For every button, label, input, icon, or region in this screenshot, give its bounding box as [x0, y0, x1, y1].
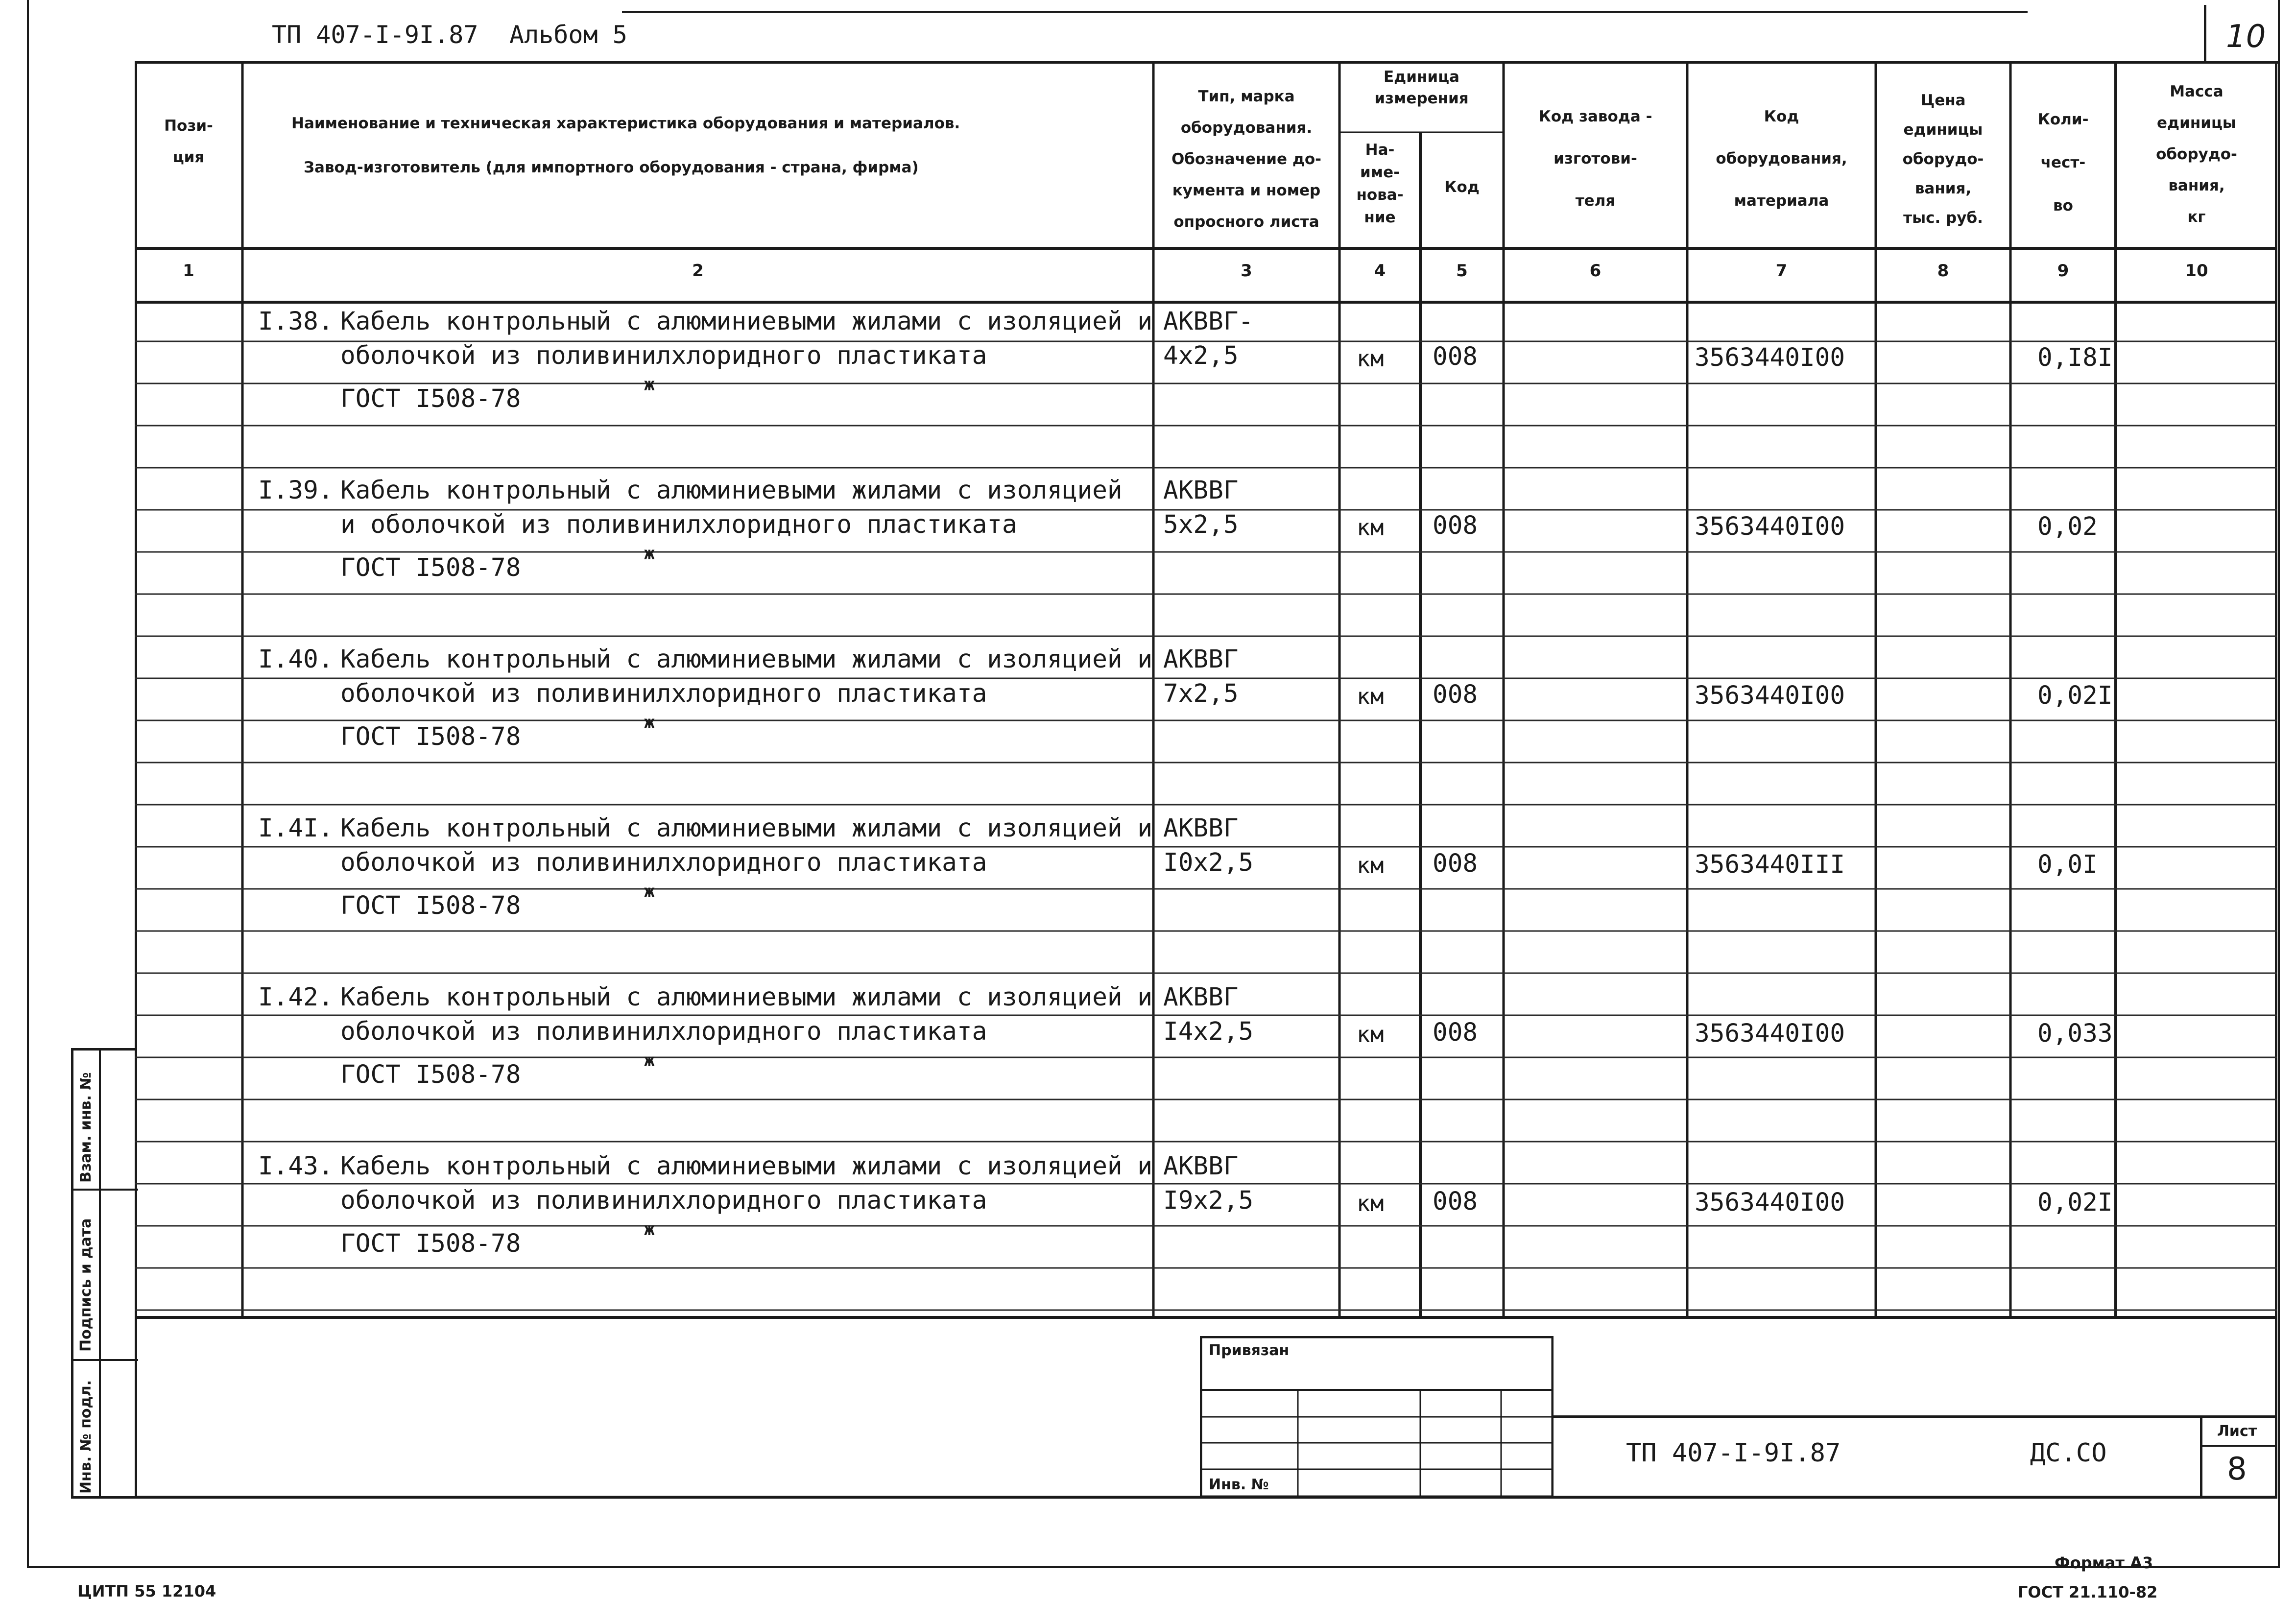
- item-gost: ГОСТ I508-78: [340, 722, 521, 751]
- header-equip-code: Код оборудования, материала: [1716, 108, 1847, 210]
- colnum-7: 7: [1775, 261, 1788, 281]
- item-type-line2: I4х2,5: [1163, 1017, 1254, 1046]
- item-equip-code: 3563440I00: [1695, 512, 1845, 541]
- header-factory-code: Код завода - изготови- теля: [1538, 108, 1652, 210]
- item-equip-code: 3563440I00: [1695, 1188, 1845, 1217]
- item-position: I.42.: [258, 983, 334, 1012]
- item-gost-mark: ж: [644, 882, 655, 902]
- item-unit: км: [1357, 683, 1384, 710]
- colnum-2: 2: [692, 261, 704, 281]
- item-equip-code: 3563440III: [1695, 850, 1845, 879]
- item-quantity: 0,0I: [2037, 850, 2098, 879]
- item-type-line2: 7х2,5: [1163, 679, 1239, 708]
- item-type-line1: АКВВГ: [1163, 1152, 1239, 1181]
- footer-format: Формат А3: [2055, 1553, 2153, 1572]
- item-name-line2: оболочкой из поливинилхлоридного пластиката: [340, 848, 987, 877]
- item-unit: км: [1357, 1190, 1384, 1217]
- item-unit: км: [1357, 345, 1384, 372]
- frame-bottom-border: [27, 1566, 2280, 1568]
- item-name-line1: Кабель контрольный с алюминиевыми жилами с изоляцией и: [340, 307, 1153, 336]
- side-divider-2: [73, 1359, 138, 1361]
- title-doc-mark: ДС.СО: [2030, 1438, 2107, 1468]
- item-unit-code: 008: [1433, 1018, 1478, 1047]
- item-type-line2: 5х2,5: [1163, 510, 1239, 539]
- item-name-line2: и оболочкой из поливинилхлоридного пластиката: [340, 510, 1017, 539]
- footer-left: ЦИТП 55 12104: [77, 1582, 216, 1600]
- item-equip-code: 3563440I00: [1695, 1019, 1845, 1048]
- item-position: I.40.: [258, 645, 334, 674]
- colnum-10: 10: [2185, 261, 2208, 281]
- doc-code-top: ТП 407-I-9I.87: [272, 21, 478, 49]
- item-gost-mark: ж: [644, 544, 655, 564]
- item-quantity: 0,02: [2037, 512, 2098, 541]
- item-type-line2: 4х2,5: [1163, 341, 1239, 370]
- item-equip-code: 3563440I00: [1695, 681, 1845, 710]
- side-divider-1: [73, 1189, 138, 1191]
- item-quantity: 0,02I: [2037, 1188, 2113, 1217]
- privyazan-block: [1200, 1336, 1554, 1498]
- colnum-5: 5: [1456, 261, 1468, 281]
- item-position: I.38.: [258, 307, 334, 336]
- item-quantity: 0,02I: [2037, 681, 2113, 710]
- item-unit-code: 008: [1433, 680, 1478, 709]
- header-name-line1: Наименование и техническая характеристика оборудования и материалов.: [291, 115, 960, 132]
- item-gost-mark: ж: [644, 1051, 655, 1071]
- item-gost-mark: ж: [644, 1219, 655, 1240]
- colnum-6: 6: [1589, 261, 1602, 281]
- header-type: Тип, марка оборудования. Обозначение до- кумента и номер опросного листа: [1171, 88, 1322, 231]
- colnum-3: 3: [1241, 261, 1252, 281]
- item-unit-code: 008: [1433, 1187, 1478, 1216]
- item-name-line2: оболочкой из поливинилхлоридного пластиката: [340, 679, 987, 708]
- item-unit-code: 008: [1433, 511, 1478, 540]
- item-name-line1: Кабель контрольный с алюминиевыми жилами с изоляцией и: [340, 1152, 1153, 1181]
- frame-left-border: [27, 0, 29, 1567]
- side-label-podpis: Подпись и дата: [77, 1218, 95, 1352]
- title-doc-code: ТП 407-I-9I.87: [1626, 1438, 1841, 1468]
- colnum-4: 4: [1374, 261, 1386, 281]
- title-block: [1553, 1415, 2277, 1498]
- side-divider-v: [99, 1051, 101, 1499]
- sheet-label: Лист: [2217, 1423, 2257, 1440]
- header-name-line2: Завод-изготовитель (для импортного оборудования - страна, фирма): [304, 159, 919, 176]
- item-position: I.39.: [258, 476, 334, 505]
- item-unit: км: [1357, 514, 1384, 541]
- side-label-vzam: Взам. инв. №: [77, 1072, 95, 1183]
- sheet-corner-number: 10: [2226, 19, 2266, 55]
- item-name-line1: Кабель контрольный с алюминиевыми жилами с изоляцией и: [340, 983, 1153, 1012]
- item-gost: ГОСТ I508-78: [340, 1060, 521, 1089]
- item-unit: км: [1357, 1021, 1384, 1048]
- item-name-line1: Кабель контрольный с алюминиевыми жилами с изоляцией и: [340, 645, 1153, 674]
- colnum-8: 8: [1937, 261, 1949, 281]
- item-gost-mark: ж: [644, 713, 655, 733]
- item-name-line1: Кабель контрольный с алюминиевыми жилами с изоляцией: [340, 476, 1123, 505]
- inv-no-label: Инв. №: [1209, 1476, 1269, 1493]
- item-name-line2: оболочкой из поливинилхлоридного пластиката: [340, 1017, 987, 1046]
- item-type-line1: АКВВГ: [1163, 476, 1239, 505]
- header-unit-name: На- име- нова- ние: [1356, 141, 1404, 226]
- colnum-1: 1: [183, 261, 194, 281]
- header-price: Цена единицы оборудо- вания, тыс. руб.: [1902, 92, 1984, 227]
- item-position: I.4I.: [258, 814, 334, 843]
- spec-table: [135, 61, 2277, 1499]
- item-gost: ГОСТ I508-78: [340, 553, 521, 582]
- header-unit-group: Единица измерения: [1374, 68, 1469, 107]
- header-quantity: Коли- чест- во: [2037, 111, 2089, 215]
- item-unit: км: [1357, 852, 1384, 879]
- item-type-line1: АКВВГ: [1163, 814, 1239, 843]
- item-type-line1: АКВВГ-: [1163, 307, 1254, 336]
- header-mass: Масса единицы оборудо- вания, кг: [2156, 83, 2237, 226]
- item-unit-code: 008: [1433, 849, 1478, 878]
- item-name-line2: оболочкой из поливинилхлоридного пластиката: [340, 341, 987, 370]
- sheet-number: 8: [2227, 1451, 2247, 1487]
- colnum-9: 9: [2057, 261, 2069, 281]
- item-type-line2: I9х2,5: [1163, 1186, 1254, 1215]
- item-gost: ГОСТ I508-78: [340, 1229, 521, 1258]
- item-type-line2: I0х2,5: [1163, 848, 1254, 877]
- privyazan-grid: [1200, 1336, 1554, 1498]
- sheet-box-divider: [2202, 1445, 2277, 1447]
- header-position: Пози- ция: [164, 117, 213, 166]
- item-type-line1: АКВВГ: [1163, 645, 1239, 674]
- sheet-box: [2200, 1418, 2277, 1498]
- side-label-inv-podl: Инв. № подл.: [77, 1380, 95, 1494]
- item-quantity: 0,I8I: [2037, 343, 2113, 372]
- footer-gost: ГОСТ 21.110-82: [2018, 1583, 2158, 1601]
- side-stamp: [71, 1048, 136, 1499]
- header-unit-code: Код: [1444, 178, 1480, 196]
- item-gost: ГОСТ I508-78: [340, 891, 521, 920]
- item-type-line1: АКВВГ: [1163, 983, 1239, 1012]
- album-label: Альбом 5: [509, 21, 627, 49]
- item-gost-mark: ж: [644, 375, 655, 395]
- item-quantity: 0,033: [2037, 1019, 2113, 1048]
- item-name-line2: оболочкой из поливинилхлоридного пластиката: [340, 1186, 987, 1215]
- top-rule: [622, 11, 2028, 13]
- item-unit-code: 008: [1433, 342, 1478, 371]
- item-gost: ГОСТ I508-78: [340, 384, 521, 413]
- item-equip-code: 3563440I00: [1695, 343, 1845, 372]
- frame-right-border: [2278, 0, 2280, 1568]
- item-position: I.43.: [258, 1152, 334, 1181]
- privyazan-label: Привязан: [1209, 1342, 1290, 1359]
- item-name-line1: Кабель контрольный с алюминиевыми жилами с изоляцией и: [340, 814, 1153, 843]
